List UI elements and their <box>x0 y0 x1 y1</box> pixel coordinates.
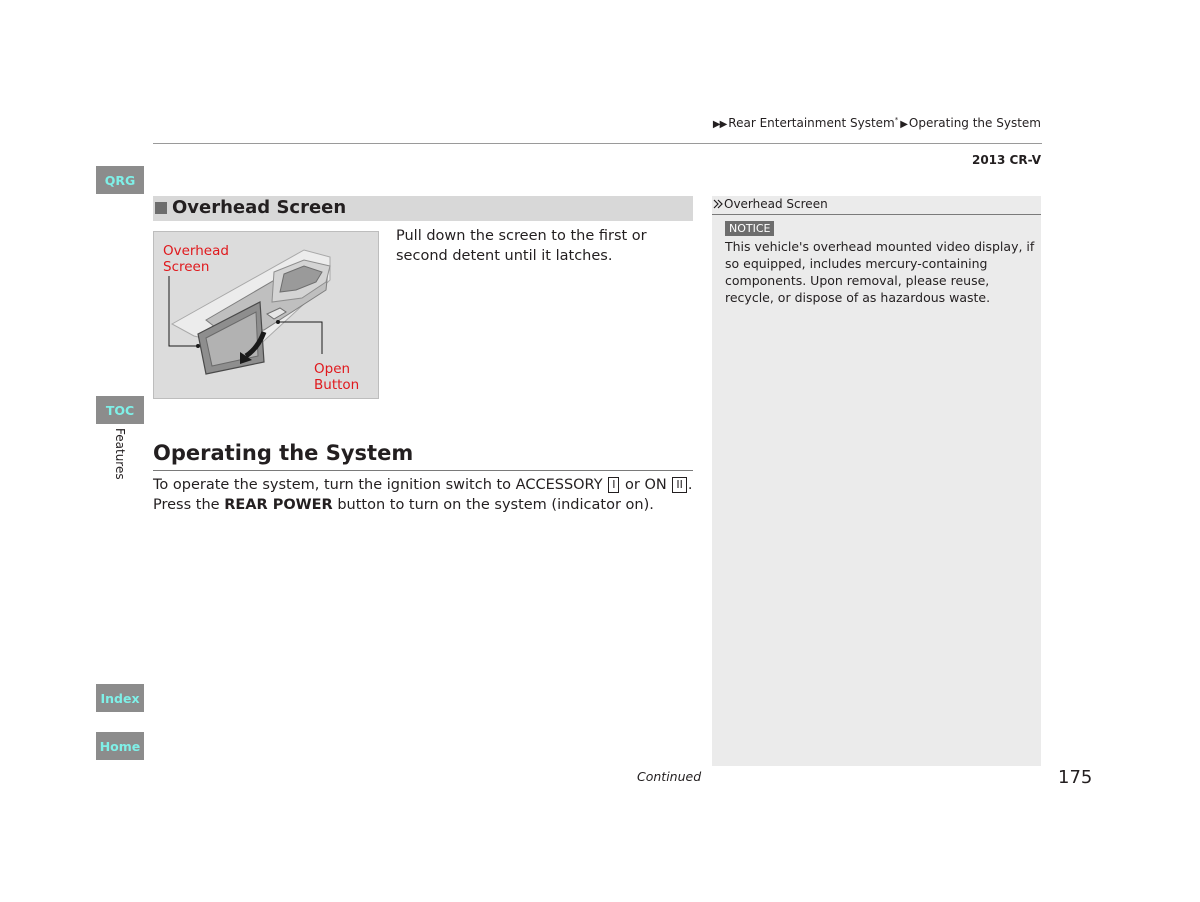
ignition-on-key: II <box>672 477 687 493</box>
open-button-callout <box>314 361 359 393</box>
overhead-screen-instructions: Pull down the screen to the first or second detent until it latches. <box>396 228 647 264</box>
callout-text: Screen <box>163 259 210 275</box>
header-divider <box>153 143 1042 144</box>
model-label: 2013 CR-V <box>971 153 1041 167</box>
paragraph-text: To operate the system, turn the ignition switch to ACCESSORY <box>153 477 608 493</box>
continued-label: Continued <box>637 769 702 784</box>
page-number: 175 <box>1058 767 1093 788</box>
overhead-screen-callout <box>163 243 229 275</box>
home-tab[interactable]: Home <box>96 732 144 760</box>
note-divider <box>712 214 1041 215</box>
qrg-tab[interactable]: QRG <box>96 166 144 194</box>
rear-power-label: REAR POWER <box>224 497 333 513</box>
breadcrumb-arrow-icon: ▶▶ <box>712 119 727 130</box>
toc-tab[interactable]: TOC <box>96 396 144 424</box>
heading-divider <box>153 470 693 471</box>
paragraph-text: button to turn on the system (indicator on). <box>332 497 654 513</box>
paragraph-text: or ON <box>620 477 672 493</box>
paragraph-text: . Press the <box>153 477 693 513</box>
index-tab[interactable]: Index <box>96 684 144 712</box>
section-title: Overhead Screen <box>172 197 347 218</box>
operating-heading: Operating the System <box>153 441 414 465</box>
notice-text: This vehicle's overhead mounted video display, if so equipped, includes mercury-containing components. Upon removal, please reuse, recycle, or dispose of as hazardous waste. <box>725 239 1035 305</box>
overhead-screen-illustration <box>153 231 379 399</box>
breadcrumb-current: Operating the System <box>908 116 1041 130</box>
ignition-accessory-key: I <box>608 477 619 493</box>
notice-badge: NOTICE <box>725 221 774 236</box>
breadcrumb-asterisk: * <box>894 116 899 124</box>
breadcrumb-link-rear-entertainment[interactable]: Rear Entertainment System <box>728 116 895 130</box>
callout-text: Overhead <box>163 243 229 259</box>
operating-paragraph <box>153 475 698 515</box>
double-arrow-icon <box>713 199 724 209</box>
section-header <box>153 196 693 221</box>
breadcrumb-arrow-icon: ▶ <box>900 119 907 130</box>
section-square-icon <box>155 202 167 214</box>
note-title: Overhead Screen <box>724 197 828 211</box>
note-header <box>713 197 828 211</box>
note-column <box>712 196 1041 766</box>
breadcrumb <box>713 116 1041 130</box>
callout-text: Button <box>314 377 360 393</box>
callout-text: Open <box>314 361 351 377</box>
chapter-label: Features <box>113 428 127 480</box>
